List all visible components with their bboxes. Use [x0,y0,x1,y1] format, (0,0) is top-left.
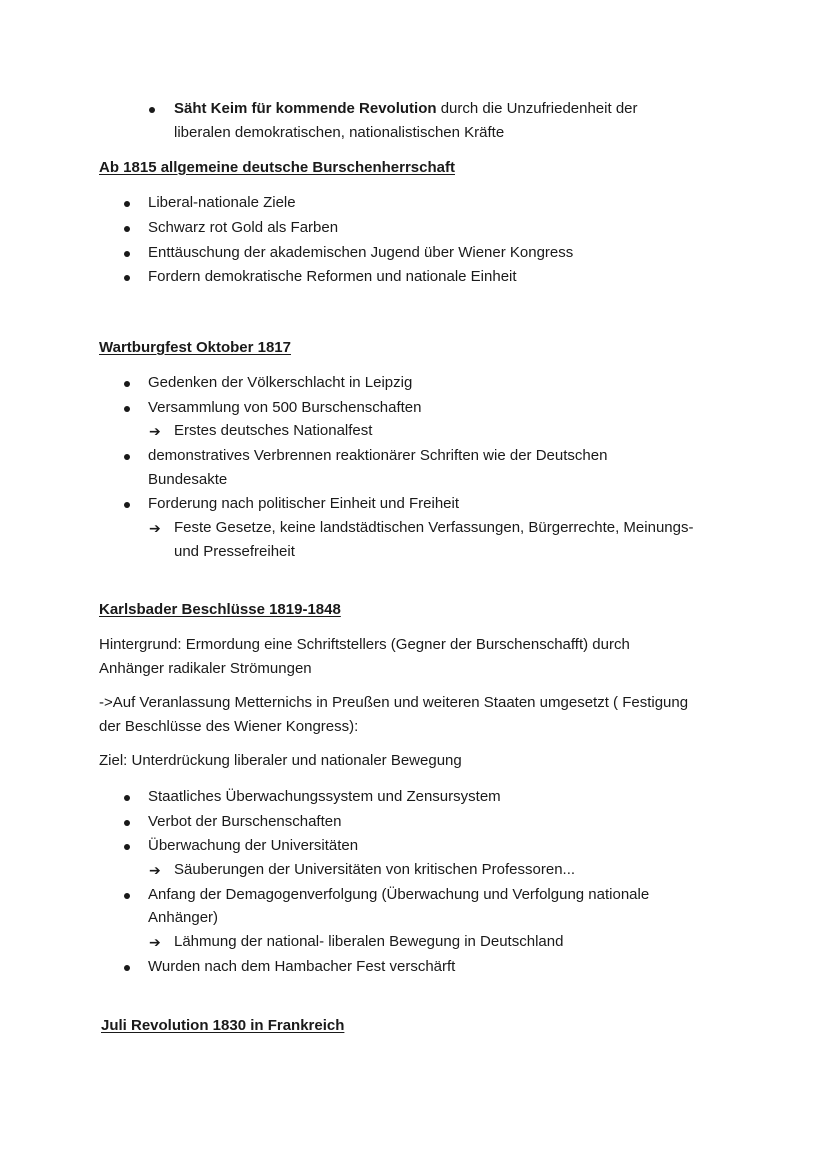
section-heading-juli-revolution: Juli Revolution 1830 in Frankreich [101,1017,345,1034]
sub-item: Erstes deutsches Nationalfest [174,422,373,439]
list-item-continuation: Bundesakte [148,471,228,488]
bullet-icon [124,454,130,460]
intro-bold-text: Säht Keim für kommende Revolution [174,100,437,117]
list-item: Schwarz rot Gold als Farben [148,219,339,236]
sub-item: Lähmung der national- liberalen Bewegung in Deutschland [174,933,564,950]
bullet-icon [124,275,130,281]
bullet-icon [124,893,130,899]
paragraph-line: Ziel: Unterdrückung liberaler und nationaler Bewegung [99,752,462,769]
paragraph-line: Anhänger radikaler Strömungen [99,660,312,677]
bullet-icon [124,502,130,508]
list-item: Liberal-nationale Ziele [148,194,296,211]
list-item: Verbot der Burschenschaften [148,813,342,830]
section-heading-karlsbader: Karlsbader Beschlüsse 1819-1848 [99,601,341,618]
list-item: Versammlung von 500 Burschenschaften [148,399,422,416]
list-item: Anfang der Demagogenverfolgung (Überwachung und Verfolgung nationale [148,886,650,903]
intro-bullet-line2: liberalen demokratischen, nationalistischen Kräfte [174,124,505,141]
list-item: Wurden nach dem Hambacher Fest verschärft [148,958,456,975]
paragraph-line: ->Auf Veranlassung Metternichs in Preußen und weiteren Staaten umgesetzt ( Festigung [99,694,689,711]
arrow-right-icon: ➔ [149,934,161,950]
bullet-icon [124,795,130,801]
bullet-icon [124,201,130,207]
list-item: Enttäuschung der akademischen Jugend über Wiener Kongress [148,244,574,261]
paragraph-line: Hintergrund: Ermordung eine Schriftstellers (Gegner der Burschenschafft) durch [99,636,630,653]
list-item: Überwachung der Universitäten [148,837,359,854]
list-item-continuation: Anhänger) [148,909,219,926]
bullet-icon [149,107,155,113]
bullet-icon [124,226,130,232]
sub-item: Säuberungen der Universitäten von kritischen Professoren... [174,861,576,878]
bullet-icon [124,965,130,971]
bullet-icon [124,251,130,257]
list-item: Forderung nach politischer Einheit und Freiheit [148,495,460,512]
list-item: Fordern demokratische Reformen und nationale Einheit [148,268,517,285]
sub-item-continuation: und Pressefreiheit [174,543,295,560]
bullet-icon [124,820,130,826]
section-heading-burschenschaft: Ab 1815 allgemeine deutsche Burschenherrschaft [99,159,455,176]
arrow-right-icon: ➔ [149,520,161,536]
list-item: Staatliches Überwachungssystem und Zensursystem [148,788,501,805]
intro-rest-text: durch die Unzufriedenheit der [436,100,638,117]
arrow-right-icon: ➔ [149,862,161,878]
section-heading-wartburgfest: Wartburgfest Oktober 1817 [99,339,291,356]
list-item: Gedenken der Völkerschlacht in Leipzig [148,374,413,391]
paragraph-line: der Beschlüsse des Wiener Kongress): [99,718,359,735]
bullet-icon [124,844,130,850]
bullet-icon [124,381,130,387]
bullet-icon [124,406,130,412]
intro-bullet-line1 [174,99,638,119]
sub-item: Feste Gesetze, keine landstädtischen Verfassungen, Bürgerrechte, Meinungs- [174,519,694,536]
arrow-right-icon: ➔ [149,423,161,439]
list-item: demonstratives Verbrennen reaktionärer Schriften wie der Deutschen [148,447,608,464]
